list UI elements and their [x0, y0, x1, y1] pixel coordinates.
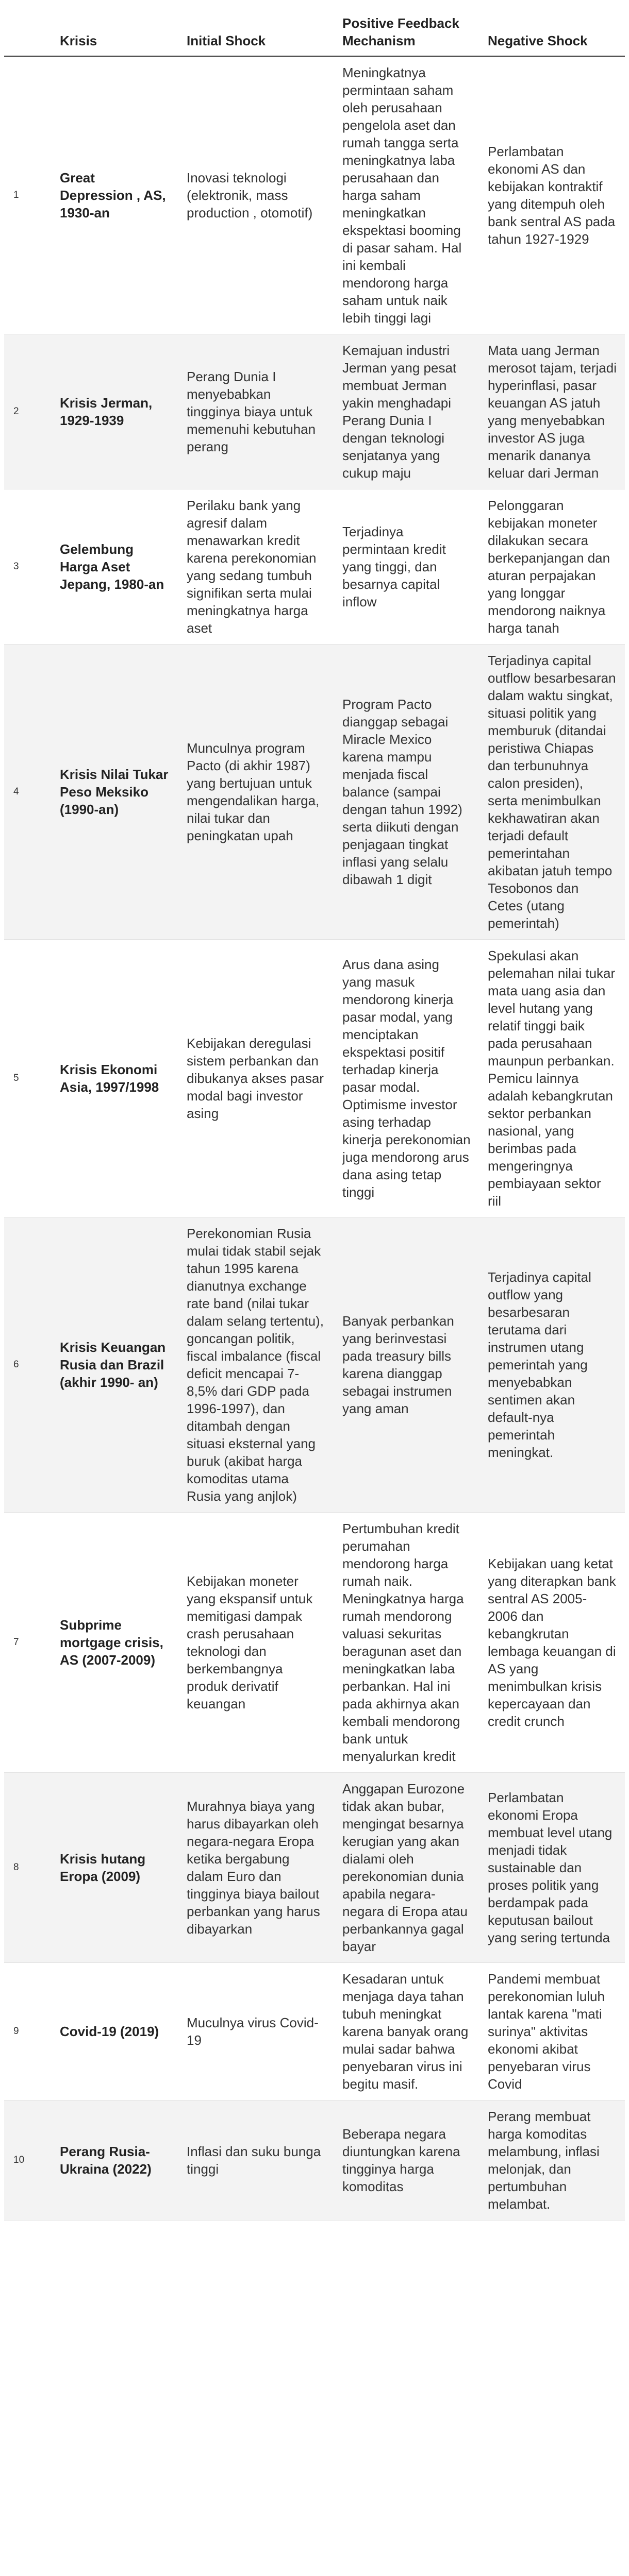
- row-number: 7: [4, 1513, 52, 1773]
- positive-feedback: Beberapa negara diuntungkan karena tingginya harga komoditas: [334, 2100, 479, 2221]
- positive-feedback: Kesadaran untuk menjaga daya tahan tubuh meningkat karena banyak orang mulai sadar bahwa penyebaran virus ini begitu masif.: [334, 1963, 479, 2100]
- negative-shock: Pelonggaran kebijakan moneter dilakukan secara berkepanjangan dan aturan perpajakan yang longgar mendorong naiknya harga tanah: [479, 489, 625, 645]
- negative-shock: Terjadinya capital outflow yang besarbesaran terutama dari instrumen utang pemerintah yang menyebabkan sentimen akan default-nya pemerintah meningkat.: [479, 1217, 625, 1513]
- crisis-name: Krisis Ekonomi Asia, 1997/1998: [52, 940, 178, 1217]
- crisis-name: Krisis Nilai Tukar Peso Meksiko (1990-an): [52, 645, 178, 940]
- table-row: [4, 334, 625, 489]
- initial-shock: Inflasi dan suku bunga tinggi: [178, 2100, 334, 2221]
- header-row: [4, 14, 625, 56]
- table-row: [4, 489, 625, 645]
- positive-feedback: Banyak perbankan yang berinvestasi pada treasury bills karena dianggap sebagai instrumen yang aman: [334, 1217, 479, 1513]
- table-row: [4, 2100, 625, 2221]
- initial-shock: Kebijakan moneter yang ekspansif untuk memitigasi dampak crash perusahaan teknologi dan berkembangnya produk derivatif keuangan: [178, 1513, 334, 1773]
- table-header: [4, 14, 625, 56]
- positive-feedback: Pertumbuhan kredit perumahan mendorong harga rumah naik. Meningkatnya harga rumah mendorong valuasi sekuritas beragunan aset dan meningkatkan laba perbankan. Hal ini pada akhirnya akan kembali mendorong bank untuk menyalurkan kredit: [334, 1513, 479, 1773]
- initial-shock: Munculnya program Pacto (di akhir 1987) yang bertujuan untuk mengendalikan harga, nilai tukar dan peningkatan upah: [178, 645, 334, 940]
- crisis-name: Krisis Keuangan Rusia dan Brazil (akhir 1990- an): [52, 1217, 178, 1513]
- table-row: [4, 56, 625, 334]
- row-number: 8: [4, 1773, 52, 1963]
- header-initial-shock[interactable]: Initial Shock: [178, 14, 334, 56]
- crisis-name: Gelembung Harga Aset Jepang, 1980-an: [52, 489, 178, 645]
- positive-feedback: Program Pacto dianggap sebagai Miracle Mexico karena mampu menjada fiscal balance (sampai dengan tahun 1992) serta diikuti dengan penjagaan tingkat inflasi yang selalu dibawah 1 digit: [334, 645, 479, 940]
- row-number: 5: [4, 940, 52, 1217]
- positive-feedback: Anggapan Eurozone tidak akan bubar, mengingat besarnya kerugian yang akan dialami oleh perekonomian dunia apabila negara-negara di Eropa atau perbankannya gagal bayar: [334, 1773, 479, 1963]
- table-row: [4, 1513, 625, 1773]
- crisis-name: Great Depression , AS, 1930-an: [52, 56, 178, 334]
- negative-shock: Perlambatan ekonomi Eropa membuat level utang menjadi tidak sustainable dan proses politik yang berdampak pada keputusan bailout yang sering tertunda: [479, 1773, 625, 1963]
- row-number: 10: [4, 2100, 52, 2221]
- initial-shock: Inovasi teknologi (elektronik, mass production , otomotif): [178, 56, 334, 334]
- row-number: 2: [4, 334, 52, 489]
- initial-shock: Perilaku bank yang agresif dalam menawarkan kredit karena perekonomian yang sedang tumbuh signifikan serta mulai meningkatnya harga aset: [178, 489, 334, 645]
- table-row: [4, 940, 625, 1217]
- crisis-name: Krisis hutang Eropa (2009): [52, 1773, 178, 1963]
- negative-shock: Spekulasi akan pelemahan nilai tukar mata uang asia dan level hutang yang relatif tinggi baik pada perusahaan maunpun perbankan. Pemicu lainnya adalah kebangkrutan sektor perbankan nasional, yang berimbas pada mengeringnya pembiayaan sektor riil: [479, 940, 625, 1217]
- crisis-name: Subprime mortgage crisis, AS (2007-2009): [52, 1513, 178, 1773]
- table-body: [4, 56, 625, 2221]
- negative-shock: Terjadinya capital outflow besarbesaran dalam waktu singkat, situasi politik yang memburuk (ditandai peristiwa Chiapas dan terbunuhnya calon presiden), serta menimbulkan kekhawatiran akan terjadi default pemerintahan akibatan jatuh tempo Tesobonos dan Cetes (utang pemerintah): [479, 645, 625, 940]
- initial-shock: Muculnya virus Covid-19: [178, 1963, 334, 2100]
- positive-feedback: Kemajuan industri Jerman yang pesat membuat Jerman yakin menghadapi Perang Dunia I dengan teknologi senjatanya yang cukup maju: [334, 334, 479, 489]
- negative-shock: Perlambatan ekonomi AS dan kebijakan kontraktif yang ditempuh oleh bank sentral AS pada tahun 1927-1929: [479, 56, 625, 334]
- initial-shock: Murahnya biaya yang harus dibayarkan oleh negara-negara Eropa ketika bergabung dalam Euro dan tingginya biaya bailout perbankan yang harus dibayarkan: [178, 1773, 334, 1963]
- table-row: [4, 1773, 625, 1963]
- row-number: 6: [4, 1217, 52, 1513]
- table-row: [4, 1963, 625, 2100]
- initial-shock: Perekonomian Rusia mulai tidak stabil sejak tahun 1995 karena dianutnya exchange rate band (nilai tukar dalam selang tertentu), goncangan politik, fiscal imbalance (fiscal deficit mencapai 7-8,5% dari GDP pada 1996-1997), dan ditambah dengan situasi eksternal yang buruk (akibat harga komoditas utama Rusia yang anjlok): [178, 1217, 334, 1513]
- row-number: 3: [4, 489, 52, 645]
- initial-shock: Perang Dunia I menyebabkan tingginya biaya untuk memenuhi kebutuhan perang: [178, 334, 334, 489]
- row-number: 4: [4, 645, 52, 940]
- crisis-name: Krisis Jerman, 1929-1939: [52, 334, 178, 489]
- row-number: 1: [4, 56, 52, 334]
- crisis-name: Perang Rusia-Ukraina (2022): [52, 2100, 178, 2221]
- positive-feedback: Terjadinya permintaan kredit yang tinggi, dan besarnya capital inflow: [334, 489, 479, 645]
- positive-feedback: Arus dana asing yang masuk mendorong kinerja pasar modal, yang menciptakan ekspektasi positif terhadap kinerja pasar modal. Optimisme investor asing terhadap kinerja perekonomian juga mendorong arus dana asing tetap tinggi: [334, 940, 479, 1217]
- table-row: [4, 1217, 625, 1513]
- crisis-name: Covid-19 (2019): [52, 1963, 178, 2100]
- positive-feedback: Meningkatnya permintaan saham oleh perusahaan pengelola aset dan rumah tangga serta meningkatnya laba perusahaan dan harga saham meningkatkan ekspektasi booming di pasar saham. Hal ini kembali mendorong harga saham untuk naik lebih tinggi lagi: [334, 56, 479, 334]
- header-negative-shock[interactable]: Negative Shock: [479, 14, 625, 56]
- initial-shock: Kebijakan deregulasi sistem perbankan dan dibukanya akses pasar modal bagi investor asing: [178, 940, 334, 1217]
- header-positive-feedback[interactable]: Positive Feedback Mechanism: [334, 14, 479, 56]
- header-number[interactable]: [4, 14, 52, 56]
- header-crisis[interactable]: Krisis: [52, 14, 178, 56]
- negative-shock: Kebijakan uang ketat yang diterapkan bank sentral AS 2005-2006 dan kebangkrutan lembaga keuangan di AS yang menimbulkan krisis kepercayaan dan credit crunch: [479, 1513, 625, 1773]
- negative-shock: Perang membuat harga komoditas melambung, inflasi melonjak, dan pertumbuhan melambat.: [479, 2100, 625, 2221]
- crisis-table: [4, 14, 625, 2221]
- row-number: 9: [4, 1963, 52, 2100]
- negative-shock: Mata uang Jerman merosot tajam, terjadi hyperinflasi, pasar keuangan AS jatuh yang menyebabkan investor AS juga menarik dananya keluar dari Jerman: [479, 334, 625, 489]
- negative-shock: Pandemi membuat perekonomian luluh lantak karena "mati surinya" aktivitas ekonomi akibat penyebaran virus Covid: [479, 1963, 625, 2100]
- table-row: [4, 645, 625, 940]
